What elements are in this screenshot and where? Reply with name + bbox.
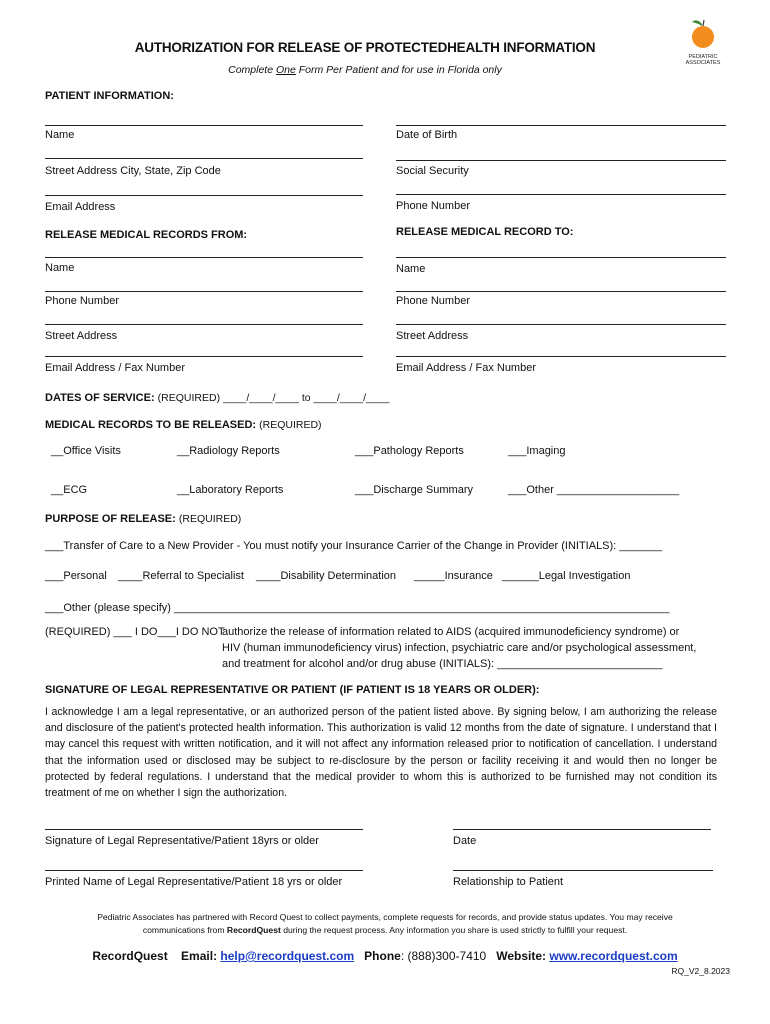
- aids-consent-line2: HIV (human immunodeficiency virus) infection, psychiatric care and/or psychological assessment,: [222, 642, 697, 654]
- from-phone-label: Phone Number: [45, 295, 119, 307]
- option-laboratory[interactable]: __Laboratory Reports: [177, 484, 284, 496]
- form-version: RQ_V2_8.2023: [671, 966, 730, 976]
- page-title: AUTHORIZATION FOR RELEASE OF PROTECTEDHEALTH INFORMATION: [134, 40, 596, 55]
- patient-ssn-label: Social Security: [396, 165, 469, 177]
- patient-email-label: Email Address: [45, 201, 116, 213]
- printed-name-label: Printed Name of Legal Representative/Patient 18 yrs or older: [45, 876, 343, 888]
- purpose-label: PURPOSE OF RELEASE:: [45, 513, 176, 525]
- option-legal[interactable]: ______Legal Investigation: [502, 570, 631, 582]
- svg-text:ASSOCIATES: ASSOCIATES: [685, 60, 721, 66]
- email-label: Email:: [181, 949, 218, 963]
- email-link[interactable]: help@recordquest.com: [220, 949, 355, 963]
- signature-line[interactable]: [45, 829, 363, 830]
- option-pathology[interactable]: ___Pathology Reports: [355, 445, 464, 457]
- option-insurance[interactable]: _____Insurance: [414, 570, 493, 582]
- aids-consent-choice[interactable]: (REQUIRED) ___ I DO___I DO NOT: [45, 626, 225, 638]
- option-imaging[interactable]: ___Imaging: [508, 445, 566, 457]
- option-radiology[interactable]: __Radiology Reports: [177, 445, 280, 457]
- records-heading-row: [45, 419, 322, 431]
- to-phone-line[interactable]: [396, 291, 726, 292]
- relationship-line[interactable]: [453, 870, 713, 871]
- patient-phone-line[interactable]: [396, 194, 726, 195]
- aids-consent-line3[interactable]: and treatment for alcohol and/or drug abuse (INITIALS): ___________________________: [222, 658, 663, 670]
- patient-street-line[interactable]: [45, 158, 363, 159]
- purpose-heading-row: [45, 513, 241, 525]
- patient-name-label: Name: [45, 129, 75, 141]
- records-required: (REQUIRED): [259, 419, 322, 431]
- to-street-line[interactable]: [396, 324, 726, 325]
- patient-info-heading: PATIENT INFORMATION:: [45, 90, 174, 102]
- pediatric-associates-logo: [680, 18, 726, 68]
- printed-name-line[interactable]: [45, 870, 363, 871]
- to-street-label: Street Address: [396, 330, 469, 342]
- date-label: Date: [453, 835, 477, 847]
- to-name-line[interactable]: [396, 257, 726, 258]
- option-office-visits[interactable]: __Office Visits: [51, 445, 121, 457]
- from-name-label: Name: [45, 262, 75, 274]
- to-email-line[interactable]: [396, 356, 726, 357]
- release-from-heading: RELEASE MEDICAL RECORDS FROM:: [45, 229, 248, 241]
- from-email-label: Email Address / Fax Number: [45, 362, 185, 374]
- to-email-label: Email Address / Fax Number: [396, 362, 536, 374]
- patient-street-label: Street Address City, State, Zip Code: [45, 165, 221, 177]
- option-transfer-of-care[interactable]: ___Transfer of Care to a New Provider - You must notify your Insurance Carrier of the Change in Provider (INITIALS): _______: [45, 540, 663, 552]
- dates-of-service-row[interactable]: [45, 392, 389, 404]
- patient-email-line[interactable]: [45, 195, 363, 196]
- signature-label: Signature of Legal Representative/Patient 18yrs or older: [45, 835, 319, 847]
- from-email-line[interactable]: [45, 356, 363, 357]
- patient-phone-label: Phone Number: [396, 200, 470, 212]
- option-personal[interactable]: ___Personal: [45, 570, 107, 582]
- patient-ssn-line[interactable]: [396, 160, 726, 161]
- from-phone-line[interactable]: [45, 291, 363, 292]
- svg-text:PEDIATRIC: PEDIATRIC: [688, 54, 718, 60]
- option-disability[interactable]: ____Disability Determination: [256, 570, 397, 582]
- patient-name-line[interactable]: [45, 125, 363, 126]
- signature-heading: SIGNATURE OF LEGAL REPRESENTATIVE OR PATIENT (IF PATIENT IS 18 YEARS OR OLDER):: [45, 684, 540, 696]
- option-referral[interactable]: ____Referral to Specialist: [118, 570, 244, 582]
- relationship-label: Relationship to Patient: [453, 876, 564, 888]
- brand-name: RecordQuest: [92, 949, 168, 963]
- to-name-label: Name: [396, 263, 426, 275]
- contact-bar: [0, 949, 770, 963]
- page-subtitle: Complete One Form Per Patient and for use in Florida only: [228, 64, 502, 76]
- purpose-required: (REQUIRED): [178, 513, 242, 525]
- from-name-line[interactable]: [45, 257, 363, 258]
- website-label: Website:: [496, 949, 547, 963]
- patient-dob-line[interactable]: [396, 125, 726, 126]
- dates-fields[interactable]: (REQUIRED) ____/____/____ to ____/____/____: [157, 392, 390, 404]
- from-street-label: Street Address: [45, 330, 118, 342]
- option-other-purpose[interactable]: ___Other (please specify) _________________________________________________________________________________: [45, 602, 670, 614]
- partner-note: Pediatric Associates has partnered with Record Quest to collect payments, complete requests for records, and provide status updates. You may receive communications from RecordQuest during the request process. Any information you share is used strictly to fulfill your request.: [97, 912, 673, 935]
- records-label: MEDICAL RECORDS TO BE RELEASED:: [45, 419, 257, 431]
- phone-value: : (888)300-7410: [400, 949, 487, 963]
- patient-dob-label: Date of Birth: [396, 129, 458, 141]
- phone-label: Phone: [364, 949, 401, 963]
- option-discharge[interactable]: ___Discharge Summary: [355, 484, 473, 496]
- website-link[interactable]: www.recordquest.com: [549, 949, 678, 963]
- release-to-heading: RELEASE MEDICAL RECORD TO:: [396, 226, 574, 238]
- authorization-paragraph: I acknowledge I am a legal representative, or an authorized person of the patient listed above. By signing below, I am authorizing the release and disclosure of the patient's protected health information. This authorization is valid 12 months from the date of signature. I understand that I may cancel this request with written notification, and it will not affect any information released prior to notification of cancellation. I understand that the information used or disclosed may be subject to re-disclosure by the person or facility receiving it and would then no longer be protected by federal regulations. I understand that the medical provider to whom this is authorized to be furnished may not condition its treatment of me on whether I sign the authorization.: [45, 706, 717, 800]
- dates-label: DATES OF SERVICE:: [45, 392, 155, 404]
- to-phone-label: Phone Number: [396, 295, 470, 307]
- option-other-records[interactable]: ___Other ____________________: [508, 484, 680, 496]
- option-ecg[interactable]: __ECG: [51, 484, 88, 496]
- from-street-line[interactable]: [45, 324, 363, 325]
- date-line[interactable]: [453, 829, 711, 830]
- aids-consent-line1: authorize the release of information related to AIDS (acquired immunodeficiency syndrome) or: [222, 626, 680, 638]
